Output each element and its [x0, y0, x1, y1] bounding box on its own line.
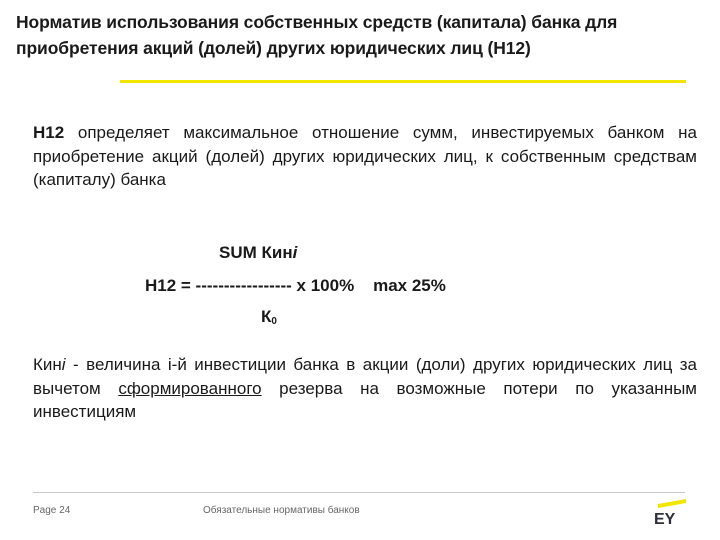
- definition-link[interactable]: сформированного: [118, 378, 262, 398]
- ey-logo-text: EY: [654, 511, 676, 526]
- definition-text-before: - величина i-й инвестиции банка в акции (доли) других юридических лиц за вычетом: [33, 355, 697, 398]
- title-underline-accent: [120, 80, 686, 83]
- formula-denominator: [261, 307, 277, 327]
- footer-caption: Обязательные нормативы банков: [203, 505, 360, 516]
- formula-numerator: [219, 243, 297, 263]
- footer-page-number: Page 24: [33, 505, 71, 516]
- intro-paragraph: [33, 121, 697, 192]
- numerator-text: SUM Кин: [219, 243, 293, 262]
- footer-divider: [33, 492, 685, 493]
- page-title: Норматив использования собственных средств (капитала) банка для приобретения акций (долей) других юридических лиц (Н12): [16, 12, 618, 58]
- intro-text: определяет максимальное отношение сумм, инвестируемых банком на приобретение акций (долей) других юридических лиц, к собственным средствам (капиталу) банка: [33, 123, 697, 189]
- ey-logo: [652, 498, 688, 526]
- definition-paragraph: [33, 353, 697, 424]
- definition-term: Кин: [33, 355, 62, 374]
- ey-logo-bar: [658, 499, 686, 508]
- definition-text-after: резерва на возможные потери по указанным инвестициям: [33, 378, 697, 421]
- formula-main-line: Н12 = ----------------- х 100% max 25%: [145, 276, 446, 295]
- definition-term-index: i: [61, 355, 66, 374]
- numerator-index: i: [292, 243, 298, 262]
- intro-term: Н12: [33, 123, 65, 142]
- denominator-text: К: [261, 307, 272, 326]
- denominator-subscript: 0: [271, 316, 277, 327]
